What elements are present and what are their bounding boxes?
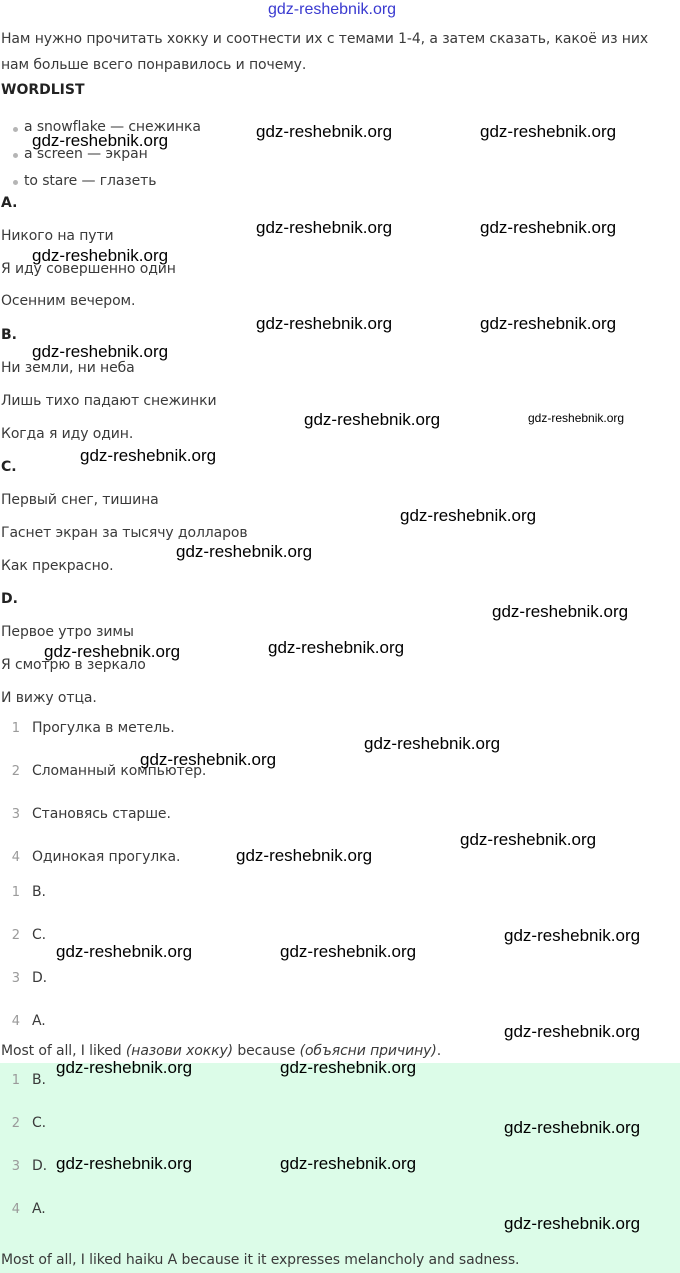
watermark: gdz-reshebnik.org [280, 1058, 417, 1077]
prompt-end: . [436, 1043, 442, 1059]
haiku-line: Никого на пути [1, 228, 114, 244]
prompt-sentence [1, 1043, 441, 1059]
theme-item: Одинокая прогулка. [32, 849, 181, 865]
watermark: gdz-reshebnik.org [480, 314, 617, 333]
haiku-letter: B. [1, 327, 17, 343]
task-line-1: Нам нужно прочитать хокку и соотнести их с темами 1-4, а затем сказать, какоё из них [1, 31, 649, 47]
watermark: gdz-reshebnik.org [32, 246, 169, 265]
answer-match-item: A. [32, 1201, 46, 1217]
watermark: gdz-reshebnik.org [280, 1154, 417, 1173]
watermark: gdz-reshebnik.org [480, 122, 617, 141]
bullet-icon [13, 127, 18, 132]
haiku-line: Первый снег, тишина [1, 492, 159, 508]
match-item: A. [32, 1013, 46, 1029]
list-number: 4 [11, 1014, 20, 1029]
watermark: gdz-reshebnik.org [480, 218, 617, 237]
watermark: gdz-reshebnik.org [56, 1058, 193, 1077]
watermark: gdz-reshebnik.org [504, 926, 641, 945]
haiku-line: Я иду совершенно один [1, 261, 176, 277]
watermark: gdz-reshebnik.org [32, 342, 169, 361]
watermark: gdz-reshebnik.org [400, 506, 537, 525]
match-item: C. [32, 927, 47, 943]
watermark: gdz-reshebnik.org [256, 218, 393, 237]
watermark: gdz-reshebnik.org [80, 446, 217, 465]
watermark: gdz-reshebnik.org [304, 410, 441, 429]
bullet-icon [13, 180, 18, 185]
watermark: gdz-reshebnik.org [504, 1214, 641, 1233]
list-number: 3 [11, 1159, 20, 1174]
bullet-icon [13, 153, 18, 158]
list-number: 1 [11, 885, 20, 900]
watermark: gdz-reshebnik.org [56, 942, 193, 961]
watermark: gdz-reshebnik.org [256, 122, 393, 141]
watermark: gdz-reshebnik.org [56, 1154, 193, 1173]
match-item: B. [32, 884, 46, 900]
watermark: gdz-reshebnik.org [140, 750, 277, 769]
watermark: gdz-reshebnik.org [32, 131, 169, 150]
theme-item: Сломанный компьютер. [32, 763, 207, 779]
watermark: gdz-reshebnik.org [236, 846, 373, 865]
list-number: 3 [11, 971, 20, 986]
haiku-line: Я смотрю в зеркало [1, 657, 146, 673]
list-number: 1 [11, 1073, 20, 1088]
wordlist-heading: WORDLIST [1, 82, 85, 98]
watermark: gdz-reshebnik.org [528, 411, 625, 425]
haiku-letter: D. [1, 591, 18, 607]
watermark: gdz-reshebnik.org [268, 638, 405, 657]
answer-match-item: B. [32, 1072, 46, 1088]
list-number: 4 [11, 850, 20, 865]
match-item: D. [32, 970, 48, 986]
haiku-letter: A. [1, 195, 18, 211]
haiku-line: Первое утро зимы [1, 624, 134, 640]
haiku-line: Когда я иду один. [1, 426, 134, 442]
watermark: gdz-reshebnik.org [492, 602, 629, 621]
list-number: 1 [11, 721, 20, 736]
watermark: gdz-reshebnik.org [44, 642, 181, 661]
theme-item: Прогулка в метель. [32, 720, 175, 736]
wordlist-item: a snowflake — снежинка [24, 119, 201, 135]
answer-match-item: D. [32, 1158, 48, 1174]
haiku-line: Как прекрасно. [1, 558, 114, 574]
site-watermark-top: gdz-reshebnik.org [268, 1, 397, 18]
haiku-line: Ни земли, ни неба [1, 360, 135, 376]
watermark: gdz-reshebnik.org [504, 1022, 641, 1041]
list-number: 2 [11, 764, 20, 779]
watermark: gdz-reshebnik.org [176, 542, 313, 561]
prompt-middle: because [233, 1043, 300, 1059]
watermark: gdz-reshebnik.org [460, 830, 597, 849]
list-number: 2 [11, 928, 20, 943]
wordlist-item: to stare — глазеть [24, 173, 157, 189]
prompt-hint: (объясни причину) [299, 1043, 437, 1059]
wordlist-item: a screen — экран [24, 146, 148, 162]
answer-sentence: Most of all, I liked haiku A because it it expresses melancholy and sadness. [1, 1252, 520, 1268]
haiku-line: И вижу отца. [1, 690, 97, 706]
haiku-line: Гаснет экран за тысячу долларов [1, 525, 248, 541]
answer-match-item: C. [32, 1115, 47, 1131]
watermark: gdz-reshebnik.org [280, 942, 417, 961]
prompt-hint: (назови хокку) [125, 1043, 234, 1059]
haiku-line: Осенним вечером. [1, 293, 136, 309]
theme-item: Становясь старше. [32, 806, 171, 822]
list-number: 2 [11, 1116, 20, 1131]
watermark: gdz-reshebnik.org [364, 734, 501, 753]
haiku-line: Лишь тихо падают снежинки [1, 393, 217, 409]
watermark: gdz-reshebnik.org [256, 314, 393, 333]
list-number: 4 [11, 1202, 20, 1217]
watermark: gdz-reshebnik.org [504, 1118, 641, 1137]
list-number: 3 [11, 807, 20, 822]
prompt-start: Most of all, I liked [1, 1043, 126, 1059]
task-line-2: нам больше всего понравилось и почему. [1, 57, 307, 73]
haiku-letter: C. [1, 459, 17, 475]
